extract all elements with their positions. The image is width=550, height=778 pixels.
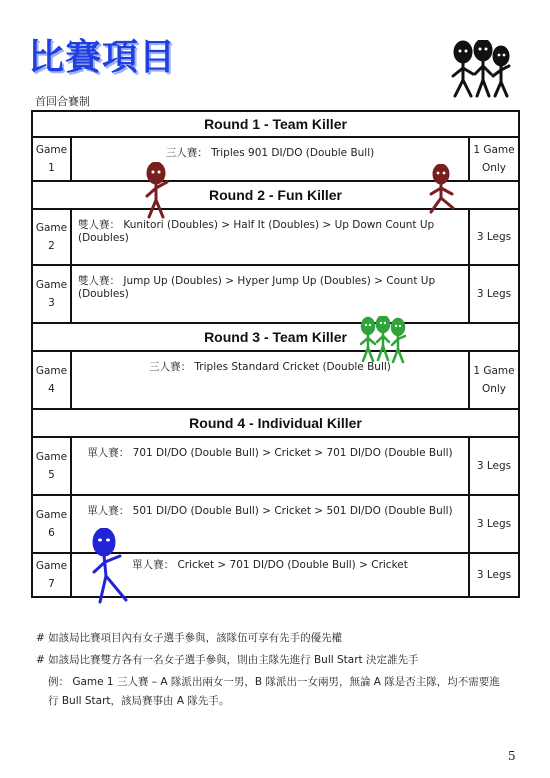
stick-figure-group-icon	[445, 40, 515, 100]
game-description: 三人賽： Triples Standard Cricket (Double Bull)	[71, 351, 469, 409]
round-2-header: Round 2 - Fun Killer	[32, 181, 519, 209]
game-label: Game 5	[32, 437, 71, 495]
game-result: 1 Game Only	[469, 137, 519, 181]
table-row	[32, 437, 519, 495]
note-bull-start: # 如該局比賽雙方各有一名女子選手參與，則由主隊先進行 Bull Start 決定誰先手	[36, 654, 419, 666]
game-description: 雙人賽： Jump Up (Doubles) > Hyper Jump Up (Doubles) > Count Up (Doubles)	[71, 265, 469, 323]
round-header-row	[32, 409, 519, 437]
game-description: 單人賽： 701 DI/DO (Double Bull) > Cricket > 701 DI/DO (Double Bull)	[71, 437, 469, 495]
round-1-header: Round 1 - Team Killer	[32, 111, 519, 137]
game-description: 單人賽： Cricket > 701 DI/DO (Double Bull) > Cricket	[71, 553, 469, 597]
game-result: 1 Game Only	[469, 351, 519, 409]
notes-section	[36, 627, 520, 711]
table-row	[32, 265, 519, 323]
game-result: 3 Legs	[469, 209, 519, 265]
game-label: Game 2	[32, 209, 71, 265]
page-number: 5	[508, 749, 516, 763]
game-description: 三人賽： Triples 901 DI/DO (Double Bull)	[71, 137, 469, 181]
stick-figure-icon	[425, 164, 457, 216]
subtitle: 首回合賽制	[35, 95, 90, 108]
game-description: 單人賽： 501 DI/DO (Double Bull) > Cricket > 501 DI/DO (Double Bull)	[71, 495, 469, 553]
stick-figure-group-icon	[358, 316, 408, 364]
round-header-row	[32, 111, 519, 137]
stick-figure-icon	[143, 162, 173, 220]
game-result: 3 Legs	[469, 437, 519, 495]
game-label: Game 1	[32, 137, 71, 181]
note-example: 例： Game 1 三人賽 – A 隊派出兩女一男，B 隊派出一女兩男，無論 A 隊是否主隊，均不需要進 行 Bull Start，該局賽事由 A 隊先手。	[48, 676, 500, 707]
note-female-priority: # 如該局比賽項目內有女子選手參與，該隊伍可享有先手的優先權	[36, 632, 343, 644]
game-label: Game 6	[32, 495, 71, 553]
round-4-header: Round 4 - Individual Killer	[32, 409, 519, 437]
page-title: 比賽項目	[28, 37, 177, 78]
stick-figure-icon	[86, 528, 132, 606]
game-label: Game 3	[32, 265, 71, 323]
game-result: 3 Legs	[469, 553, 519, 597]
round-3-header: Round 3 - Team Killer	[32, 323, 519, 351]
round-header-row	[32, 323, 519, 351]
game-label: Game 4	[32, 351, 71, 409]
game-result: 3 Legs	[469, 265, 519, 323]
table-row	[32, 209, 519, 265]
game-result: 3 Legs	[469, 495, 519, 553]
game-description: 雙人賽： Kunitori (Doubles) > Half It (Doubles) > Up Down Count Up (Doubles)	[71, 209, 469, 265]
game-label: Game 7	[32, 553, 71, 597]
table-row	[32, 351, 519, 409]
